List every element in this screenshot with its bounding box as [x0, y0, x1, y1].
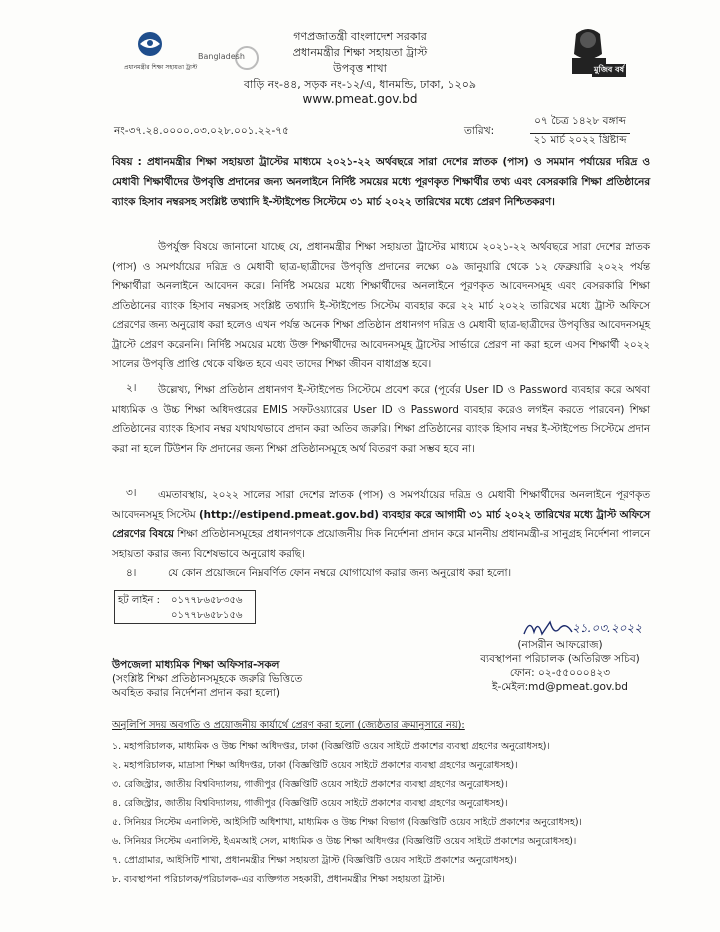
date-bangla: ০৭ চৈত্র ১৪২৮ বঙ্গাব্দ: [530, 114, 630, 134]
bangladesh-logo-text: Bangladesh: [198, 52, 245, 61]
addressee-block: [112, 658, 302, 700]
paragraph-2-text: উল্লেখ্য, শিক্ষা প্রতিষ্ঠান প্রধানগণ ই-স্টাইপেন্ড সিস্টেমে প্রবেশ করে (পূর্বের User ID ও Password ব্যবহার করে অথবা মাধ্যমিক ও উচ্চ শিক্ষা অধিদপ্তরের EMIS সফটওয়্যারের User ID ও Password ব্যবহার করেও লগইন করতে পারবেন) শিক্ষা প্রতিষ্ঠানের ব্যাংক হিসাব নম্বর যথাযথভাবে প্রদান করা অতিব জরুরি। শিক্ষা প্রতিষ্ঠানের ব্যাংক হিসাব নম্বর ই-স্টাইপেন্ড সিস্টেমে প্রদান করা না হলে টিউশন ফি প্রদানের জন্য শিক্ষা প্রতিষ্ঠানসমূহে অর্থ বিতরণ করা সম্ভব হবে না।: [112, 384, 650, 455]
copy-item: ৮. ব্যবস্থাপনা পরিচালক/পরিচালক-এর ব্যক্তিগত সহকারী, প্রধানমন্ত্রীর শিক্ষা সহায়তা ট্রাস্ট।: [112, 874, 445, 885]
paragraph-3-text-a: এমতাবস্থায়, ২০২২ সালের সারা দেশের স্নাতক (পাস) ও সমপর্যায়ের দরিদ্র ও মেধাবী শিক্ষার্থীদের অনলাইনে পূরণকৃত আবেদনসমূহ সিস্টেম: [112, 489, 650, 521]
paragraph-4-text: যে কোন প্রয়োজনে নিম্নবর্ণিত ফোন নম্বরে যোগাযোগ করার জন্য অনুরোধ করা হলো।: [168, 567, 512, 579]
header-branch: উপবৃত্ত শাখা: [333, 62, 387, 75]
addressee-line-2: অবহিত করার নির্দেশনা প্রদান করা হলো): [112, 687, 281, 699]
subject-label: বিষয় :: [112, 156, 142, 168]
memo-number: নং-৩৭.২৪.০০০০.০৩.০২৮.০০১.২২-৭৫: [114, 125, 289, 137]
paragraph-3-text-b: শিক্ষা প্রতিষ্ঠানসমূহের প্রধানগণকে প্রয়োজনীয় দিক নির্দেশনা প্রদান করে মাননীয় প্রধানমন্ত্রী-র সানুগ্রহ নির্দেশনা পালনে সহায়তা করার জন্য বিশেষভাবে অনুরোধ করছি।: [112, 528, 650, 560]
signatory-title: ব্যবস্থাপনা পরিচালক (অতিরিক্ত সচিব): [480, 653, 640, 665]
signature-date: ২১.০৩.২০২২: [572, 621, 643, 635]
hotline-label: হট লাইন :: [118, 595, 160, 606]
signatory-name: (নাসরীন আফরোজ): [517, 639, 603, 651]
trust-logo-text: প্রধানমন্ত্রীর শিক্ষা সহায়তা ট্রাস্ট: [124, 64, 198, 71]
hotline-box: [114, 590, 256, 624]
signatory-phone: ফোন: ০২-৫৫০০০৪২৩: [509, 667, 611, 679]
paragraph-4-number: ৪।: [126, 567, 137, 579]
hotline-phone-1: ০১৭৭৮৬৫৮৩৫৬: [171, 595, 243, 606]
hotline-phone-2: ০১৭৭৮৬৫৮১৫৬: [171, 610, 243, 621]
copy-item: ১. মহাপরিচালক, মাধ্যমিক ও উচ্চ শিক্ষা অধিদপ্তর, ঢাকা (বিজ্ঞপ্তিটি ওয়েব সাইটে প্রকাশের ব্যবস্থা গ্রহণের অনুরোধসহ)।: [112, 741, 550, 752]
addressee-title: উপজেলা মাধ্যমিক শিক্ষা অফিসার-সকল: [112, 659, 280, 671]
signature-block: [480, 638, 640, 694]
paragraph-3: [112, 486, 650, 564]
header-website: www.pmeat.gov.bd: [302, 92, 418, 106]
signatory-email: ই-মেইল:md@pmeat.gov.bd: [492, 681, 628, 693]
paragraph-2-number: ২।: [126, 382, 137, 394]
paragraph-2: [112, 381, 650, 459]
paragraph-3-url-bold: (http://estipend.pmeat.gov.bd) ব্যবহার করে আগামী ৩১ মার্চ ২০২২ তারিখের মধ্যে ট্রাস্ট অফিসে প্রেরণের বিষয়ে: [112, 508, 650, 540]
paragraph-1: [112, 238, 650, 375]
copy-item: ৬. সিনিয়র সিস্টেম এনালিস্ট, ইএমআই সেল, মাধ্যমিক ও উচ্চ শিক্ষা অধিদপ্তর (বিজ্ঞপ্তিটি ওয়েব সাইটে প্রকাশের অনুরোধসহ)।: [112, 836, 577, 847]
copy-item: ৩. রেজিস্ট্রার, জাতীয় বিশ্ববিদ্যালয়, গাজীপুর (বিজ্ঞপ্তিটি ওয়েব সাইটে প্রকাশের ব্যবস্থা গ্রহণের অনুরোধসহ)।: [112, 779, 508, 790]
copy-item: ৭. প্রোগ্রামার, আইসিটি শাখা, প্রধানমন্ত্রীর শিক্ষা সহায়তা ট্রাস্ট (বিজ্ঞপ্তিটি ওয়েব সাইটে প্রকাশের অনুরোধসহ)।: [112, 855, 517, 866]
addressee-line-1: (সংশ্লিষ্ট শিক্ষা প্রতিষ্ঠানসমূহকে জরুরি ভিত্তিতে: [112, 673, 303, 685]
copy-item: ৫. সিনিয়র সিস্টেম এনালিস্ট, আইসিটি অধিশাখা, মাধ্যমিক ও উচ্চ শিক্ষা বিভাগ (বিজ্ঞপ্তিটি ওয়েব সাইটে প্রকাশের অনুরোধসহ)।: [112, 817, 582, 828]
copy-item: ২. মহাপরিচালক, মাদ্রাসা শিক্ষা অধিদপ্তর, ঢাকা (বিজ্ঞপ্তিটি ওয়েব সাইটে প্রকাশের ব্যবস্থা গ্রহণের অনুরোধসহ)।: [112, 760, 518, 771]
subject-text: প্রধানমন্ত্রীর শিক্ষা সহায়তা ট্রাস্টের মাধ্যমে ২০২১-২২ অর্থবছরে সারা দেশের স্নাতক (পাস) ও সমমান পর্যায়ের দরিদ্র ও মেধাবী শিক্ষার্থীদের উপবৃত্তি প্রদানের জন্য অনলাইনে নির্দিষ্ট সময়ের মধ্যে পূরণকৃত শিক্ষার্থীর তথ্য এবং বেসরকারি শিক্ষা প্রতিষ্ঠানের ব্যাংক হিসাব নম্বরসহ সংশ্লিষ্ট তথ্যাদি ই-স্টাইপেন্ড সিস্টেমে ৩১ মার্চ ২০২২ তারিখের মধ্যে প্রেরণ নিশ্চিতকরণ।: [112, 156, 650, 208]
date-label: তারিখ:: [464, 125, 495, 137]
header-address: বাড়ি নং-৪৪, সড়ক নং-১২/এ, ধানমন্ডি, ঢাকা, ১২০৯: [243, 78, 477, 91]
date-english: ২১ মার্চ ২০২২ খ্রিষ্টাব্দ: [533, 134, 627, 146]
subject: [112, 152, 650, 212]
header-govt: গণপ্রজাতন্ত্রী বাংলাদেশ সরকার: [293, 30, 427, 43]
mujib-borsho-text: মুজিব বর্ষ: [592, 64, 626, 77]
paragraph-3-number: ৩।: [126, 487, 137, 499]
copy-item: ৪. রেজিস্ট্রার, জাতীয় বিশ্ববিদ্যালয়, গাজীপুর (বিজ্ঞপ্তিটি ওয়েব সাইটে প্রকাশের ব্যবস্থা গ্রহণের অনুরোধসহ)।: [112, 798, 508, 809]
paragraph-1-text: উপর্যুক্ত বিষয়ে জানানো যাচ্ছে যে, প্রধানমন্ত্রীর শিক্ষা সহায়তা ট্রাস্টের মাধ্যমে ২০২১-২২ অর্থবছরে সারা দেশের স্নাতক (পাস) ও সমপর্যায়ের দরিদ্র ও মেধাবী ছাত্র-ছাত্রীদের উপবৃত্তি প্রদানের লক্ষ্যে ০৯ জানুয়ারি থেকে ১২ ফেব্রুয়ারি ২০২২ পর্যন্ত শিক্ষার্থীরা অনলাইনে আবেদন করে। নির্দিষ্ট সময়ের মধ্যে শিক্ষার্থীদের অনলাইনে পূরণকৃত আবেদনসমূহ এবং বেসরকারি শিক্ষা প্রতিষ্ঠানের ব্যাংক হিসাব নম্বরসহ সংশ্লিষ্ট তথ্যাদি ই-স্টাইপেন্ড সিস্টেম ব্যবহার করে ২২ মার্চ ২০২২ তারিখের মধ্যে ট্রাস্ট অফিসে প্রেরণের জন্য অনুরোধ করা হলেও এখন পর্যন্ত অনেক শিক্ষা প্রতিষ্ঠান প্রধানগণ দরিদ্র ও মেধাবী ছাত্র-ছাত্রীদের উপবৃত্তির আবেদনসমূহ ট্রাস্টে প্রেরণ করেননি। নির্দিষ্ট সময়ের মধ্যে উক্ত শিক্ষার্থীদের আবেদনসমূহ ট্রাস্টের সার্ভারে প্রেরণ না করা হলে এসব শিক্ষার্থী ২০২২ সালের উপবৃত্তি প্রাপ্তি থেকে বঞ্চিত হবে এবং তাদের শিক্ষা জীবন বাধাগ্রস্ত হবে।: [112, 241, 650, 370]
header-trust: প্রধানমন্ত্রীর শিক্ষা সহায়তা ট্রাস্ট: [292, 46, 428, 59]
copy-heading: অনুলিপি সদয় অবগতি ও প্রয়োজনীয় কার্যার্থে প্রেরণ করা হলো (জ্যেষ্ঠতার ক্রমানুসারে নয়):: [112, 720, 465, 731]
